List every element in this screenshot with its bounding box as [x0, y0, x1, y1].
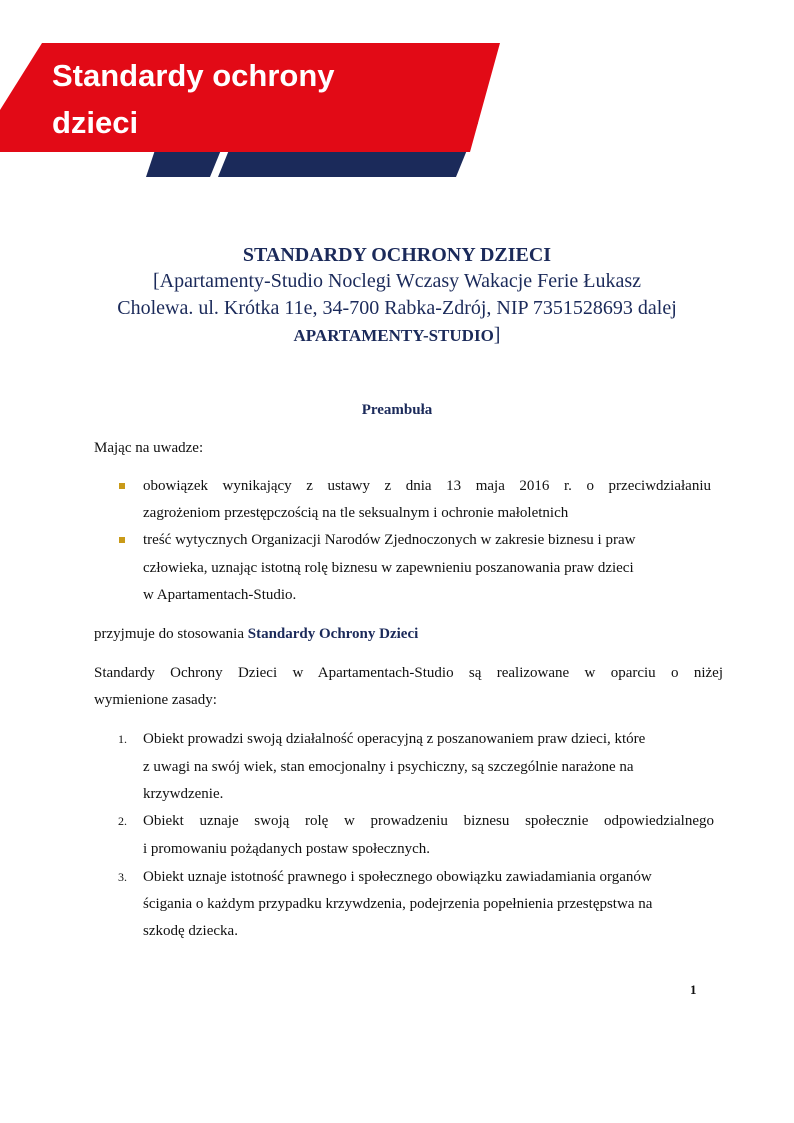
bullet-1-line-1: obowiązek wynikający z ustawy z dnia 13 maja 2016 r. o przeciwdziałaniu — [143, 478, 711, 494]
subtitle-bracket: ] — [493, 324, 501, 346]
principle-2-line-1: Obiekt uznaje swoją rolę w prowadzeniu biznesu społecznie odpowiedzialnego — [143, 813, 714, 829]
document-title-block — [0, 242, 794, 349]
bullet-2-line-1: treść wytycznych Organizacji Narodów Zjednoczonych w zakresie biznesu i praw — [143, 532, 636, 548]
principle-3-line-1: Obiekt uznaje istotność prawnego i społecznego obowiązku zawiadamiania organów — [143, 869, 652, 885]
preamble-heading: Preambuła — [361, 402, 433, 418]
principle-1-line-3: krzywdzenie. — [143, 786, 224, 802]
subtitle-bold-name: APARTAMENTY-STUDIO — [293, 326, 494, 345]
adopts-paragraph — [94, 621, 418, 648]
banner-title: Standardy ochrony dzieci — [52, 58, 335, 140]
principle-1-line-1: Obiekt prowadzi swoją działalność operacyjną z poszanowaniem praw dzieci, które — [143, 731, 646, 747]
principle-1-number: 1. — [118, 732, 127, 746]
preamble-intro: Mając na uwadze: — [94, 440, 204, 456]
principle-3-line-3: szkodę dziecka. — [143, 923, 238, 939]
subtitle-line-1: [Apartamenty-Studio Noclegi Wczasy Wakacje Ferie Łukasz — [152, 270, 642, 292]
bullet-1-line-2: zagrożeniom przestępczością na tle seksualnym i ochronie małoletnich — [143, 505, 569, 521]
principle-2-number: 2. — [118, 814, 127, 828]
bullet-2-line-2: człowieka, uznając istotną rolę biznesu w zapewnieniu poszanowania praw dzieci — [143, 560, 634, 576]
principle-2-line-2: i promowaniu pożądanych postaw społecznych. — [143, 841, 430, 857]
principle-3-number: 3. — [118, 870, 127, 884]
subtitle-line-3 — [0, 322, 794, 349]
bullet-marker-2 — [119, 537, 125, 543]
bullet-marker-1 — [119, 483, 125, 489]
principles-intro-line-1: Standardy Ochrony Dzieci w Apartamentach-Studio są realizowane w oparciu o niżej — [94, 665, 723, 681]
document-title: STANDARDY OCHRONY DZIECI — [242, 244, 552, 266]
principle-1-line-2: z uwagi na swój wiek, stan emocjonalny i psychiczny, są szczególnie narażone na — [143, 759, 634, 775]
bullet-2-line-3: w Apartamentach-Studio. — [143, 587, 297, 603]
adopts-standards-name: Standardy Ochrony Dzieci — [247, 626, 419, 642]
adopts-prefix: przyjmuje do stosowania — [94, 626, 248, 642]
page-number: 1 — [690, 982, 697, 997]
principle-3-line-2: ścigania o każdym przypadku krzywdzenia, podejrzenia popełnienia przestępstwa na — [143, 896, 653, 912]
subtitle-line-2: Cholewa. ul. Krótka 11e, 34-700 Rabka-Zdrój, NIP 7351528693 dalej — [117, 297, 677, 319]
principles-intro-line-2: wymienione zasady: — [94, 692, 217, 708]
